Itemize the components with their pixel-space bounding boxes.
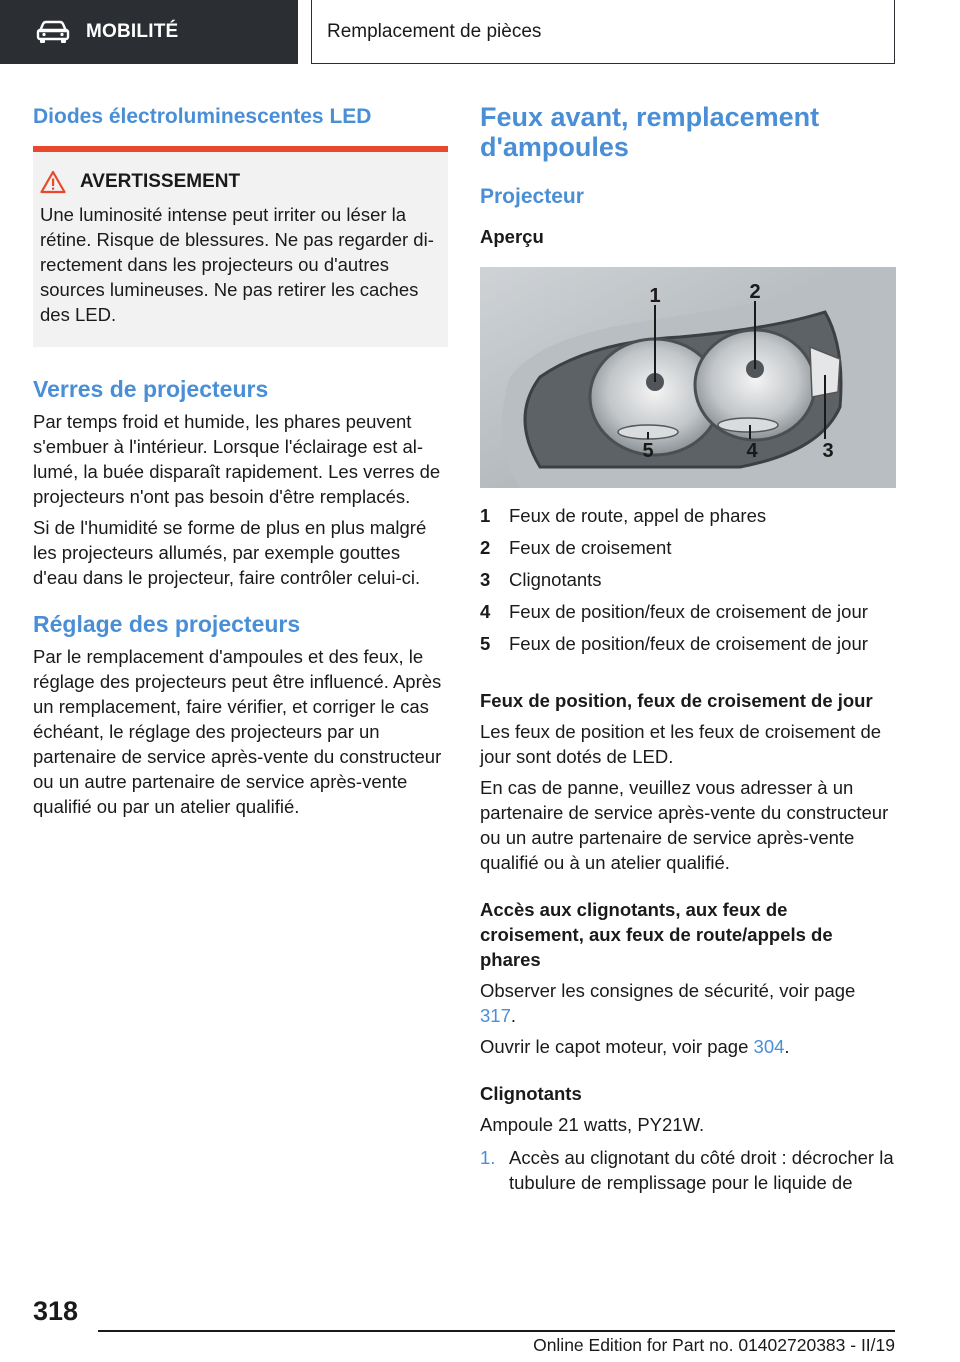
section-title: MOBILITÉ xyxy=(86,21,179,42)
warning-box xyxy=(33,146,448,347)
legend-text: Feux de croisement xyxy=(509,537,672,558)
callout-3: 3 xyxy=(822,440,834,462)
legend-item xyxy=(480,564,896,596)
feux-heading: Feux avant, remplacement d'ampoules xyxy=(480,102,820,162)
left-column xyxy=(33,96,448,819)
step-number: 1. xyxy=(480,1147,496,1168)
legend-text: Clignotants xyxy=(509,569,602,590)
verres-paragraph-1: Par temps froid et humide, les phares peuvent s'embuer à l'intérieur. Lorsque l'éclairage est allumé, la buée disparaît rapidement. Les verres de projecteurs n'ont pas besoin d'être remplacés. xyxy=(33,411,441,507)
legend-item xyxy=(480,500,896,532)
right-column xyxy=(480,96,896,1195)
warning-triangle-icon xyxy=(40,170,66,194)
reglage-heading: Réglage des projecteurs xyxy=(33,611,301,637)
section-tab xyxy=(0,0,298,64)
projecteur-heading: Projecteur xyxy=(480,185,584,208)
callout-1: 1 xyxy=(649,285,661,307)
verres-heading: Verres de projecteurs xyxy=(33,376,269,402)
acces-paragraph-2 xyxy=(480,1034,896,1059)
position-heading: Feux de position, feux de croisement de jour xyxy=(480,690,873,711)
step-text: Accès au clignotant du côté droit : décrocher la tubulure de remplissage pour le liquide de xyxy=(509,1147,894,1193)
warning-title-row xyxy=(40,170,441,194)
page-link-317[interactable]: 317 xyxy=(480,1005,511,1026)
warning-text: Une luminosité intense peut irriter ou léser la rétine. Risque de blessures. Ne pas regarder directement dans les projecteurs ou d'autres sources lumineuses. Ne pas retirer les caches des LED. xyxy=(40,204,434,325)
chapter-tab xyxy=(311,0,895,64)
callout-4: 4 xyxy=(746,440,758,462)
page-number: 318 xyxy=(33,1296,79,1326)
led-heading: Diodes électroluminescentes LED xyxy=(33,105,372,128)
acces-heading: Accès aux clignotants, aux feux de croisement, aux feux de route/appels de phares xyxy=(480,899,833,970)
clignotants-heading: Clignotants xyxy=(480,1083,582,1104)
callout-5: 5 xyxy=(642,440,654,462)
legend-list xyxy=(480,500,896,660)
legend-text: Feux de route, appel de phares xyxy=(509,505,767,526)
legend-item xyxy=(480,628,896,660)
footer-divider xyxy=(98,1330,895,1332)
acces-paragraph-1 xyxy=(480,978,896,1028)
reglage-paragraph: Par le remplacement d'ampoules et des feux, le réglage des projecteurs peut être influencé. Après un remplacement, faire vérifier, et corriger le cas échéant, le réglage des projecteurs par un partenaire de service après-vente du constructeur ou un autre partenaire de service après-vente qualifié ou par un atelier qualifié. xyxy=(33,646,442,817)
acces-p1-text: Observer les consignes de sécurité, voir page xyxy=(480,980,856,1001)
chapter-title: Remplacement de pièces xyxy=(327,20,542,42)
verres-paragraph-2: Si de l'humidité se forme de plus en plus malgré les projecteurs allumés, par exemple gouttes d'eau dans le projecteur, faire contrôler celui-ci. xyxy=(33,517,427,588)
legend-number: 5 xyxy=(480,633,491,654)
page-link-304[interactable]: 304 xyxy=(753,1036,785,1057)
steps-list xyxy=(480,1145,896,1195)
legend-number: 2 xyxy=(480,537,491,558)
step-item xyxy=(480,1145,896,1195)
acces-p1-period: . xyxy=(510,1005,517,1026)
acces-p2-period: . xyxy=(784,1036,790,1057)
position-paragraph-1: Les feux de position et les feux de croisement de jour sont dotés de LED. xyxy=(480,721,882,767)
legend-item xyxy=(480,596,896,628)
clignotants-paragraph: Ampoule 21 watts, PY21W. xyxy=(480,1114,705,1135)
legend-number: 3 xyxy=(480,569,491,590)
car-icon xyxy=(36,20,70,44)
legend-number: 1 xyxy=(480,505,491,526)
legend-text: Feux de position/feux de croisement de jour xyxy=(509,601,868,622)
warning-title: AVERTISSEMENT xyxy=(80,171,241,192)
acces-p2-text: Ouvrir le capot moteur, voir page xyxy=(480,1036,754,1057)
edition-text: Online Edition for Part no. 01402720383 - II/19 xyxy=(533,1335,895,1355)
apercu-heading: Aperçu xyxy=(480,226,544,247)
headlight-diagram xyxy=(480,267,896,488)
legend-text: Feux de position/feux de croisement de jour xyxy=(509,633,868,654)
legend-number: 4 xyxy=(480,601,491,622)
legend-item xyxy=(480,532,896,564)
callout-2: 2 xyxy=(749,281,761,303)
position-paragraph-2: En cas de panne, veuillez vous adresser à un partenaire de service après-vente du constructeur ou un autre partenaire de service après-vente qualifié ou à un atelier qualifié. xyxy=(480,777,889,873)
